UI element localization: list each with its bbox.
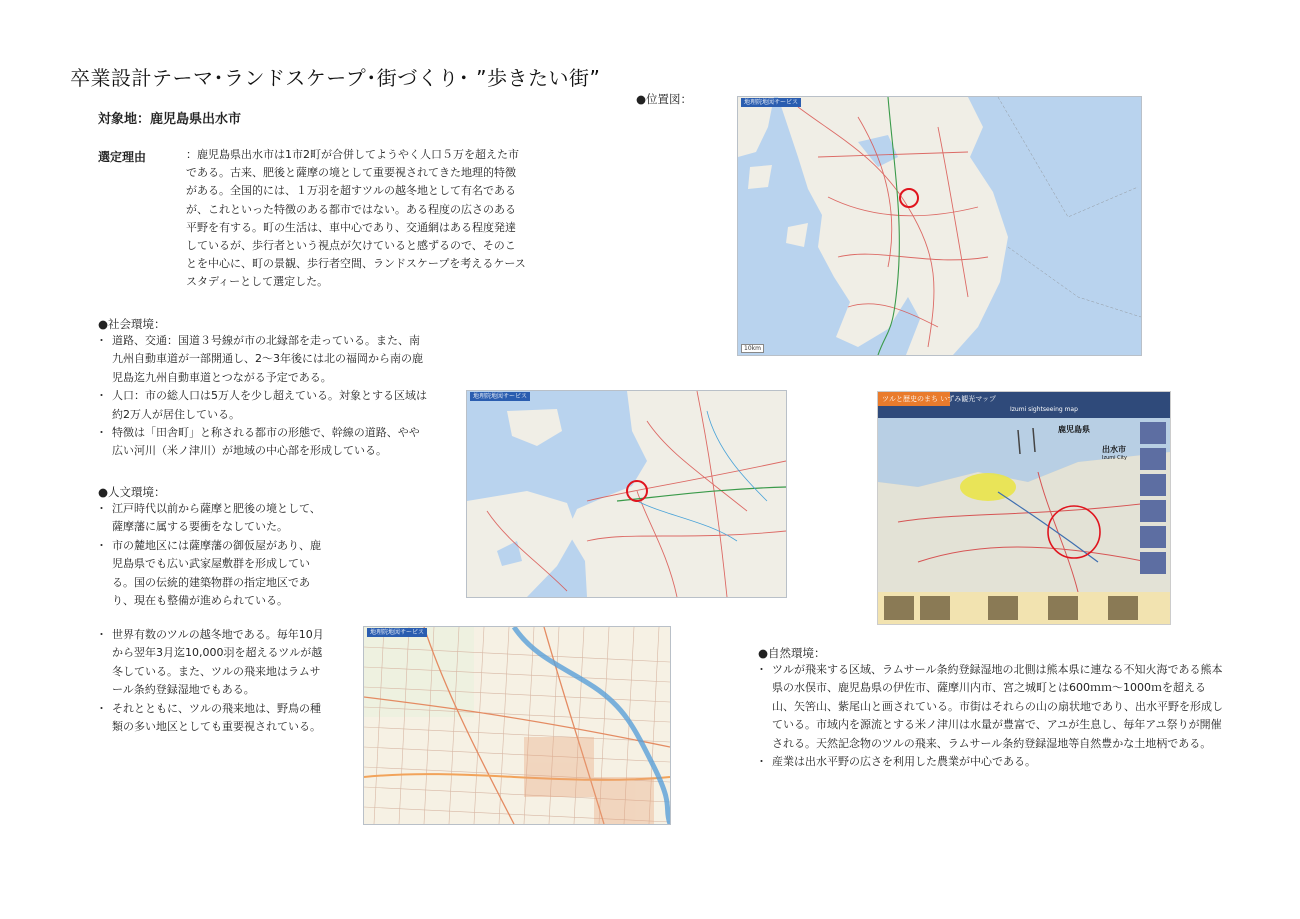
- izumi-tourist-map: [877, 391, 1171, 625]
- subject-site: 対象地：鹿児島県出水市: [98, 112, 242, 127]
- izumi-area-graphic: [467, 391, 786, 597]
- list-item: ・ 市の麓地区には薩摩藩の御仮屋があり、鹿児島県でも広い武家屋敷群を形成している。国の伝統的建築物群の指定地区であり、現在も整備が進められている。: [98, 537, 330, 611]
- cultural-heading: ●人文環境：: [98, 485, 166, 499]
- kyushu-location-map: [737, 96, 1142, 356]
- tourist-map-city-en: Izumi City: [1102, 455, 1127, 461]
- list-item: ・ 江戸時代以前から薩摩と肥後の境として、薩摩藩に属する要衝をなしていた。: [98, 500, 330, 537]
- tourist-map-city: 出水市: [1102, 445, 1126, 454]
- list-item: ・ ツルが飛来する区域、ラムサール条約登録湿地の北側は熊本県に連なる不知火海である熊本県の水俣市、鹿児島県の伊佐市、薩摩川内市、宮之城町とは600ｍｍ〜1000ｍを超える山、矢筈山、紫尾山と画されている。市街はそれらの山の扇状地であり、出水平野を形成している。市域内を源流とする米ノ津川は水量が豊富で、アユが生息し、毎年アユ祭りが開催される。天然記念物のツルの飛来、ラムサール条約登録湿地等自然豊かな土地柄である。: [758, 661, 1226, 753]
- cultural-section: [98, 484, 330, 610]
- cranes-list: [98, 626, 330, 736]
- tourist-map-graphic: [878, 392, 1170, 624]
- location-label: ●位置図：: [636, 92, 693, 106]
- cranes-section: [98, 626, 330, 736]
- town-detail-graphic: [364, 627, 670, 824]
- izumi-area-map: [466, 390, 787, 598]
- list-item: ・ 人口：市の総人口は5万人を少し超えている。対象とする区域は約2万人が居住している。: [98, 387, 428, 424]
- social-list: [98, 332, 428, 461]
- social-heading: ●社会環境：: [98, 317, 166, 331]
- map-scale: 10km: [741, 344, 764, 353]
- map-source-tag: 地理院地図サービス: [367, 628, 427, 637]
- list-item: ・ 特徴は「田舎町」と称される都市の形態で、幹線の道路、やや広い河川（米ノ津川）が地域の中心部を形成している。: [98, 424, 428, 461]
- natural-heading: ●自然環境：: [758, 646, 826, 660]
- town-detail-map: [363, 626, 671, 825]
- tourist-map-header: ツルと歴史のまち いずみ観光マップ: [882, 395, 996, 403]
- map-source-tag: 地理院地図サービス: [741, 98, 801, 107]
- cultural-list: [98, 500, 330, 610]
- tourist-map-prefecture: 鹿児島県: [1058, 425, 1090, 434]
- tourist-map-subheader: Izumi sightseeing map: [1010, 406, 1078, 413]
- list-item: ・ 産業は出水平野の広さを利用した農業が中心である。: [758, 753, 1226, 771]
- list-item: ・ 道路、交通：国道３号線が市の北縁部を走っている。また、南九州自動車道が一部開通し、2〜3年後には北の福岡から南の鹿児島迄九州自動車道とつながる予定である。: [98, 332, 428, 387]
- natural-list: [758, 661, 1226, 771]
- reason-text: ：鹿児島県出水市は1市2町が合併してようやく人口５万を超えた市である。古来、肥後と薩摩の境として重要視されてきた地理的特徴がある。全国的には、１万羽を超すツルの越冬地として有名であるが、これといった特徴のある都市ではない。ある程度の広さのある平野を有する。町の生活は、車中心であり、交通網はある程度発達しているが、歩行者という視点が欠けていると感ずるので、そのことを中心に、町の景観、歩行者空間、ランドスケープを考えるケーススタディーとして選定した。: [186, 148, 526, 289]
- social-section: [98, 316, 428, 461]
- reason-label: 選定理由: [98, 150, 147, 164]
- map-source-tag: 地理院地図サービス: [470, 392, 530, 401]
- list-item: ・ それとともに、ツルの飛来地は、野鳥の種類の多い地区としても重要視されている。: [98, 700, 330, 737]
- list-item: ・ 世界有数のツルの越冬地である。毎年10月から翌年3月迄10,000羽を超えるツルが越冬している。また、ツルの飛来地はラムサール条約登録湿地でもある。: [98, 626, 330, 700]
- natural-section: [758, 645, 1226, 771]
- page-title: 卒業設計テーマ･ランドスケープ･街づくり･ ”歩きたい街”: [70, 66, 601, 90]
- kyushu-map-graphic: [738, 97, 1141, 355]
